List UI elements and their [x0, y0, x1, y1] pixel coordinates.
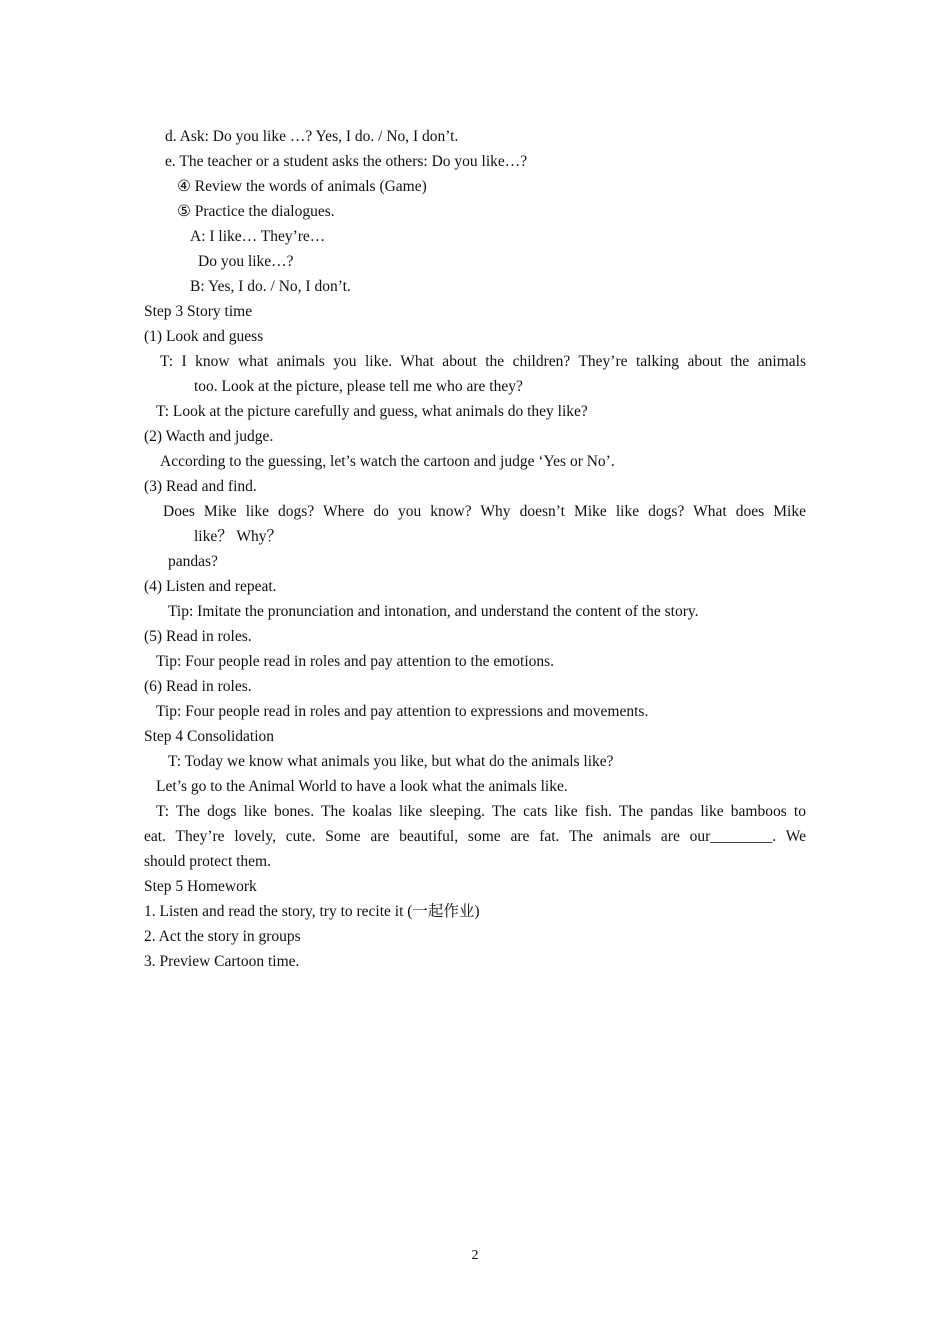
- text-line: 2. Act the story in groups: [144, 928, 301, 945]
- text-line: (1) Look and guess: [144, 328, 264, 345]
- text-line: A: I like… They’re…: [190, 228, 326, 245]
- text-line: ⑤ Practice the dialogues.: [177, 203, 335, 220]
- text-line: T: I know what animals you like. What about the children? They’re talking about the animals: [160, 353, 806, 370]
- text-line: d. Ask: Do you like …? Yes, I do. / No, I don’t.: [165, 128, 459, 145]
- text-line: T: Today we know what animals you like, but what do the animals like?: [168, 753, 614, 770]
- text-line: T: Look at the picture carefully and guess, what animals do they like?: [156, 403, 588, 420]
- text-line: 1. Listen and read the story, try to recite it (一起作业): [144, 903, 480, 920]
- text-line: pandas?: [168, 553, 218, 570]
- text-line: (3) Read and find.: [144, 478, 257, 495]
- text-line: Tip: Four people read in roles and pay attention to the emotions.: [156, 653, 555, 670]
- text-line: eat. They’re lovely, cute. Some are beautiful, some are fat. The animals are our________. We: [144, 828, 806, 845]
- document-body: [144, 124, 806, 974]
- text-line: should protect them.: [144, 853, 271, 870]
- text-line: Does Mike like dogs? Where do you know? Why doesn’t Mike like dogs? What does Mike: [163, 503, 806, 520]
- text-line: (4) Listen and repeat.: [144, 578, 277, 595]
- text-line: like？ Why？: [194, 528, 282, 545]
- section-heading: Step 4 Consolidation: [144, 728, 275, 745]
- text-line: e. The teacher or a student asks the others: Do you like…?: [165, 153, 528, 170]
- section-heading: Step 3 Story time: [144, 303, 253, 320]
- text-line: T: The dogs like bones. The koalas like sleeping. The cats like fish. The pandas like bamboos to: [156, 803, 806, 820]
- text-line: According to the guessing, let’s watch the cartoon and judge ‘Yes or No’.: [160, 453, 615, 470]
- text-line: Let’s go to the Animal World to have a look what the animals like.: [156, 778, 568, 795]
- text-line: Do you like…?: [198, 253, 294, 270]
- text-line: 3. Preview Cartoon time.: [144, 953, 300, 970]
- text-line: B: Yes, I do. / No, I don’t.: [190, 278, 351, 295]
- section-heading: Step 5 Homework: [144, 878, 257, 895]
- text-line: ④ Review the words of animals (Game): [177, 178, 427, 195]
- text-line: Tip: Imitate the pronunciation and intonation, and understand the content of the story.: [168, 603, 699, 620]
- text-line: too. Look at the picture, please tell me who are they?: [194, 378, 523, 395]
- text-line: (6) Read in roles.: [144, 678, 252, 695]
- page-number: 2: [471, 1248, 479, 1263]
- text-line: (2) Wacth and judge.: [144, 428, 274, 445]
- text-line: Tip: Four people read in roles and pay attention to expressions and movements.: [156, 703, 649, 720]
- text-line: (5) Read in roles.: [144, 628, 252, 645]
